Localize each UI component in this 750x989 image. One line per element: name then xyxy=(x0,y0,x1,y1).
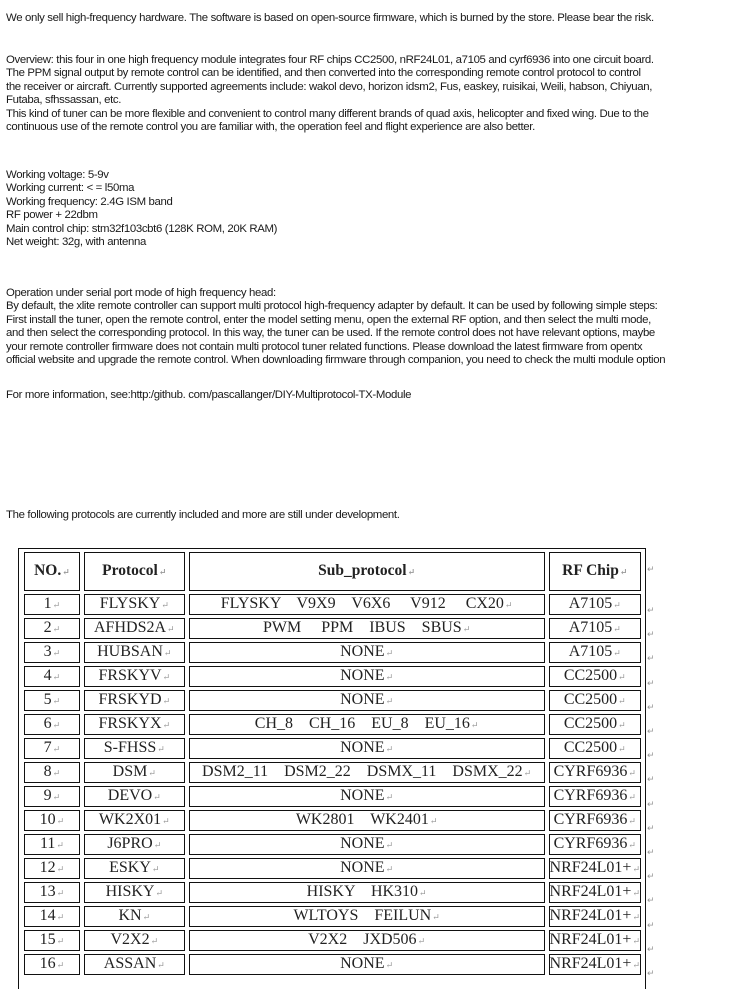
cell-protocol xyxy=(84,594,185,615)
cell-sub-protocol-text: DSM2_11 DSM2_22 DSMX_11 DSMX_22 xyxy=(202,763,523,780)
paragraph-mark-icon: ↵ xyxy=(155,888,163,898)
table-row xyxy=(24,810,641,831)
paragraph-mark-icon: ↵ xyxy=(385,960,394,970)
paragraph-mark-icon: ↵ xyxy=(161,600,169,610)
paragraph-mark-icon: ↵ xyxy=(647,678,655,689)
paragraph-mark-icon: ↵ xyxy=(462,624,471,634)
cell-protocol-text: FRSKYV xyxy=(98,667,162,684)
cell-rf-chip-text: CC2500 xyxy=(563,691,618,708)
cell-sub-protocol-text: FLYSKY V9X9 V6X6 V912 CX20 xyxy=(220,595,504,612)
paragraph-mark-icon: ↵ xyxy=(647,751,655,762)
cell-protocol-text: WK2X01 xyxy=(98,811,162,828)
cell-protocol-text: DSM xyxy=(112,763,148,780)
paragraph-mark-icon: ↵ xyxy=(432,912,440,922)
cell-sub-protocol xyxy=(189,594,545,615)
cell-rf-chip xyxy=(549,666,641,687)
table-row xyxy=(24,930,641,951)
paragraph-mark-icon: ↵ xyxy=(618,720,626,730)
cell-sub-protocol-text: V2X2 JXD506 xyxy=(308,931,417,948)
paragraph-mark-icon: ↵ xyxy=(52,720,61,730)
cell-rf-chip xyxy=(549,834,641,855)
cell-no-text: 5 xyxy=(43,691,52,708)
cell-rf-chip-text: NRF24L01+ xyxy=(549,931,632,948)
overview-line: This kind of tuner can be more flexible and convenient to control many different brands of quad axis, helicopter and fixed wing. Due to the xyxy=(6,107,649,120)
table-row xyxy=(24,642,641,663)
paragraph-mark-icon: ↵ xyxy=(158,567,167,577)
paragraph-mark-icon: ↵ xyxy=(162,816,170,826)
cell-no-text: 13 xyxy=(39,883,56,900)
cell-rf-chip xyxy=(549,762,641,783)
cell-protocol xyxy=(84,906,185,927)
paragraph-mark-icon: ↵ xyxy=(647,630,655,641)
paragraph-mark-icon: ↵ xyxy=(632,864,640,874)
more-info-link[interactable]: For more information, see:http:/github. com/pascallanger/DIY-Multiprotocol-TX-Module xyxy=(6,389,412,401)
paragraph-mark-icon: ↵ xyxy=(647,896,655,907)
cell-no-text: 16 xyxy=(39,955,56,972)
paragraph-mark-icon: ↵ xyxy=(504,600,513,610)
cell-sub-protocol xyxy=(189,666,545,687)
table-row xyxy=(24,690,641,711)
table-row xyxy=(24,858,641,879)
cell-sub-protocol-text: WLTOYS FEILUN xyxy=(293,907,432,924)
paragraph-mark-icon: ↵ xyxy=(385,744,394,754)
paragraph-mark-icon: ↵ xyxy=(628,792,636,802)
cell-protocol-text: AFHDS2A xyxy=(94,619,167,636)
cell-protocol xyxy=(84,882,185,903)
cell-protocol xyxy=(84,618,185,639)
paragraph-mark-icon: ↵ xyxy=(628,816,636,826)
cell-sub-protocol xyxy=(189,642,545,663)
cell-protocol-text: FRSKYD xyxy=(98,691,162,708)
cell-no xyxy=(24,858,80,879)
paragraph-mark-icon: ↵ xyxy=(385,672,394,682)
cell-no-text: 2 xyxy=(43,619,52,636)
paragraph-mark-icon: ↵ xyxy=(647,606,655,616)
paragraph-mark-icon: ↵ xyxy=(142,912,151,922)
cell-sub-protocol xyxy=(189,834,545,855)
paragraph-mark-icon: ↵ xyxy=(632,888,640,898)
paragraph-mark-icon: ↵ xyxy=(385,864,394,874)
paragraph-mark-icon: ↵ xyxy=(613,600,621,610)
cell-rf-chip-text: CYRF6936 xyxy=(553,835,628,852)
cell-no-text: 7 xyxy=(43,739,52,756)
header-protocol-label: Protocol xyxy=(102,562,158,579)
cell-sub-protocol-text: PWM PPM IBUS SBUS xyxy=(262,619,462,636)
paragraph-mark-icon: ↵ xyxy=(52,624,61,634)
cell-sub-protocol-text: NONE xyxy=(340,667,385,684)
paragraph-mark-icon: ↵ xyxy=(632,936,640,946)
paragraph-mark-icon: ↵ xyxy=(167,624,175,634)
spec-frequency: Working frequency: 2.4G ISM band xyxy=(6,195,173,208)
spec-control-chip: Main control chip: stm32f103cbt6 (128K ROM, 20K RAM) xyxy=(6,222,278,235)
protocol-table-frame xyxy=(18,548,646,989)
paragraph-mark-icon: ↵ xyxy=(151,864,160,874)
cell-sub-protocol-text: NONE xyxy=(340,787,385,804)
cell-protocol xyxy=(84,930,185,951)
paragraph-mark-icon: ↵ xyxy=(52,600,61,610)
cell-no-text: 12 xyxy=(39,859,56,876)
cell-sub-protocol xyxy=(189,930,545,951)
cell-no xyxy=(24,834,80,855)
cell-sub-protocol xyxy=(189,786,545,807)
cell-no xyxy=(24,906,80,927)
cell-rf-chip xyxy=(549,954,641,975)
paragraph-mark-icon: ↵ xyxy=(56,936,65,946)
paragraph-mark-icon: ↵ xyxy=(385,648,394,658)
cell-rf-chip-text: NRF24L01+ xyxy=(549,883,632,900)
header-protocol xyxy=(84,552,185,591)
cell-protocol xyxy=(84,690,185,711)
cell-sub-protocol-text: NONE xyxy=(340,643,385,660)
table-row xyxy=(24,762,641,783)
paragraph-mark-icon: ↵ xyxy=(470,720,479,730)
paragraph-mark-icon: ↵ xyxy=(632,960,640,970)
paragraph-mark-icon: ↵ xyxy=(613,648,621,658)
cell-protocol xyxy=(84,714,185,735)
operation-line: By default, the xlite remote controller can support multi protocol high-frequency adapter by default. It can be used by following simple steps: xyxy=(6,300,658,313)
overview-line: the receiver or aircraft. Currently supported agreements include: wakol devo, horizon idsm2, Fus, easkey, ruisikai, Weili, habson, Chiyuan, xyxy=(6,80,653,93)
table-row xyxy=(24,786,641,807)
cell-rf-chip xyxy=(549,858,641,879)
paragraph-mark-icon: ↵ xyxy=(62,567,70,577)
cell-protocol xyxy=(84,738,185,759)
cell-rf-chip-text: CC2500 xyxy=(563,667,618,684)
cell-rf-chip xyxy=(549,594,641,615)
cell-no xyxy=(24,930,80,951)
cell-rf-chip-text: CC2500 xyxy=(563,739,618,756)
cell-protocol-text: FRSKYX xyxy=(98,715,162,732)
cell-sub-protocol xyxy=(189,762,545,783)
paragraph-mark-icon: ↵ xyxy=(56,840,64,850)
operation-line: official website and upgrade the remote control. When downloading firmware through companion, you need to check the multi module option xyxy=(6,354,666,367)
paragraph-mark-icon: ↵ xyxy=(162,720,171,730)
paragraph-mark-icon: ↵ xyxy=(647,799,655,810)
paragraph-mark-icon: ↵ xyxy=(153,792,161,802)
paragraph-mark-icon: ↵ xyxy=(647,823,655,834)
paragraph-mark-icon: ↵ xyxy=(619,567,628,577)
cell-protocol xyxy=(84,642,185,663)
spec-voltage: Working voltage: 5-9v xyxy=(6,169,109,181)
cell-rf-chip-text: CYRF6936 xyxy=(553,787,628,804)
cell-rf-chip xyxy=(549,930,641,951)
paragraph-mark-icon: ↵ xyxy=(56,960,65,970)
paragraph-mark-icon: ↵ xyxy=(618,672,626,682)
header-rf-chip xyxy=(549,552,641,591)
cell-no xyxy=(24,786,80,807)
cell-protocol-text: J6PRO xyxy=(107,835,153,852)
paragraph-mark-icon: ↵ xyxy=(647,727,655,737)
cell-sub-protocol-text: CH_8 CH_16 EU_8 EU_16 xyxy=(254,715,470,732)
cell-protocol-text: KN xyxy=(118,907,142,924)
cell-protocol xyxy=(84,810,185,831)
table-row xyxy=(24,882,641,903)
cell-rf-chip-text: CC2500 xyxy=(563,715,618,732)
cell-sub-protocol xyxy=(189,618,545,639)
cell-protocol xyxy=(84,858,185,879)
cell-no xyxy=(24,594,80,615)
cell-sub-protocol xyxy=(189,738,545,759)
paragraph-mark-icon: ↵ xyxy=(148,768,156,778)
header-sub-protocol xyxy=(189,552,545,591)
cell-sub-protocol-text: WK2801 WK2401 xyxy=(295,811,429,828)
specs-section xyxy=(6,169,277,249)
paragraph-mark-icon: ↵ xyxy=(628,768,636,778)
overview-line: Overview: this four in one high frequency module integrates four RF chips CC2500, nRF24L01, a7105 and cyrf6936 into one circuit board. xyxy=(6,54,654,66)
header-no xyxy=(24,552,80,591)
cell-protocol-text: HUBSAN xyxy=(97,643,163,660)
cell-no-text: 4 xyxy=(43,667,52,684)
paragraph-mark-icon: ↵ xyxy=(52,792,61,802)
overview-line: The PPM signal output by remote control can be identified, and then converted into the corresponding remote control protocol to control xyxy=(6,67,641,80)
cell-sub-protocol xyxy=(189,954,545,975)
paragraph-mark-icon: ↵ xyxy=(385,696,394,706)
paragraph-mark-icon: ↵ xyxy=(163,648,172,658)
operation-line: your remote controller firmware does not contain multi protocol tuner related functions. Please download the latest firmware from opentx xyxy=(6,340,643,353)
paragraph-mark-icon: ↵ xyxy=(647,654,655,665)
cell-no xyxy=(24,762,80,783)
cell-no xyxy=(24,618,80,639)
table-row xyxy=(24,738,641,759)
cell-sub-protocol-text: NONE xyxy=(340,859,385,876)
cell-rf-chip xyxy=(549,786,641,807)
cell-no xyxy=(24,738,80,759)
cell-sub-protocol xyxy=(189,690,545,711)
cell-protocol xyxy=(84,834,185,855)
paragraph-mark-icon: ↵ xyxy=(52,768,61,778)
cell-no xyxy=(24,954,80,975)
cell-sub-protocol-text: NONE xyxy=(340,739,385,756)
paragraph-mark-icon: ↵ xyxy=(52,744,61,754)
table-row xyxy=(24,834,641,855)
paragraph-mark-icon: ↵ xyxy=(647,565,655,575)
overview-section xyxy=(6,54,654,134)
paragraph-mark-icon: ↵ xyxy=(647,848,655,858)
cell-rf-chip xyxy=(549,714,641,735)
spec-rf-power: RF power + 22dbm xyxy=(6,209,98,222)
cell-no xyxy=(24,714,80,735)
table-row xyxy=(24,906,641,927)
cell-no xyxy=(24,882,80,903)
table-row xyxy=(24,666,641,687)
table-row xyxy=(24,618,641,639)
paragraph-mark-icon: ↵ xyxy=(153,840,162,850)
cell-rf-chip-text: NRF24L01+ xyxy=(549,955,632,972)
header-sub-protocol-label: Sub_protocol xyxy=(318,562,407,579)
cell-rf-chip-text: A7105 xyxy=(568,643,613,660)
operation-section xyxy=(6,287,665,367)
cell-sub-protocol-text: NONE xyxy=(340,835,385,852)
cell-no-text: 11 xyxy=(39,835,56,852)
table-header-row xyxy=(24,552,641,591)
cell-sub-protocol-text: NONE xyxy=(340,955,385,972)
cell-sub-protocol xyxy=(189,714,545,735)
paragraph-mark-icon: ↵ xyxy=(385,840,394,850)
paragraph-mark-icon: ↵ xyxy=(613,624,621,634)
cell-rf-chip-text: A7105 xyxy=(568,595,613,612)
cell-protocol-text: ASSAN xyxy=(103,955,157,972)
paragraph-mark-icon: ↵ xyxy=(647,944,655,955)
paragraph-mark-icon: ↵ xyxy=(628,840,636,850)
paragraph-mark-icon: ↵ xyxy=(52,672,61,682)
cell-no-text: 9 xyxy=(43,787,52,804)
paragraph-mark-icon: ↵ xyxy=(417,936,426,946)
overview-line: Futaba, sfhssassan, etc. xyxy=(6,94,122,107)
paragraph-mark-icon: ↵ xyxy=(385,792,394,802)
disclaimer-text: We only sell high-frequency hardware. The software is based on open-source firmware, which is burned by the store. Please bear the risk. xyxy=(6,12,654,24)
paragraph-mark-icon: ↵ xyxy=(647,702,655,713)
cell-protocol-text: DEVO xyxy=(107,787,153,804)
cell-sub-protocol xyxy=(189,906,545,927)
overview-line: continuous use of the remote control you are familiar with, the operation feel and flight experience are also better. xyxy=(6,121,535,134)
cell-no-text: 6 xyxy=(43,715,52,732)
paragraph-mark-icon: ↵ xyxy=(56,864,65,874)
table-body xyxy=(24,594,641,975)
cell-rf-chip-text: CYRF6936 xyxy=(553,763,628,780)
paragraph-mark-icon: ↵ xyxy=(162,672,171,682)
paragraph-mark-icon: ↵ xyxy=(52,696,61,706)
cell-no xyxy=(24,666,80,687)
header-rf-chip-label: RF Chip xyxy=(562,562,619,579)
paragraph-mark-icon: ↵ xyxy=(162,696,171,706)
cell-rf-chip xyxy=(549,810,641,831)
paragraph-mark-icon: ↵ xyxy=(618,696,626,706)
paragraph-mark-icon: ↵ xyxy=(56,888,65,898)
paragraph-mark-icon: ↵ xyxy=(52,648,61,658)
spec-weight: Net weight: 32g, with antenna xyxy=(6,236,146,249)
cell-protocol-text: S-FHSS xyxy=(103,739,157,756)
cell-rf-chip xyxy=(549,642,641,663)
paragraph-mark-icon: ↵ xyxy=(632,912,640,922)
cell-rf-chip xyxy=(549,906,641,927)
paragraph-mark-icon: ↵ xyxy=(150,936,159,946)
spec-current: Working current: < = l50ma xyxy=(6,182,135,195)
paragraph-mark-icon: ↵ xyxy=(647,775,655,786)
cell-no xyxy=(24,810,80,831)
paragraph-mark-icon: ↵ xyxy=(56,816,65,826)
cell-rf-chip-text: NRF24L01+ xyxy=(549,907,632,924)
protocols-intro: The following protocols are currently included and more are still under development. xyxy=(6,509,400,521)
cell-protocol-text: ESKY xyxy=(109,859,151,876)
header-no-label: NO. xyxy=(34,562,62,579)
cell-sub-protocol xyxy=(189,882,545,903)
cell-protocol xyxy=(84,786,185,807)
cell-no-text: 8 xyxy=(43,763,52,780)
cell-no-text: 3 xyxy=(43,643,52,660)
cell-rf-chip xyxy=(549,738,641,759)
cell-no xyxy=(24,642,80,663)
cell-no-text: 14 xyxy=(39,907,56,924)
cell-rf-chip xyxy=(549,882,641,903)
cell-protocol-text: HISKY xyxy=(105,883,155,900)
paragraph-mark-icon: ↵ xyxy=(56,912,65,922)
paragraph-mark-icon: ↵ xyxy=(429,816,438,826)
protocol-table xyxy=(20,549,645,978)
paragraph-mark-icon: ↵ xyxy=(157,960,165,970)
paragraph-mark-icon: ↵ xyxy=(157,744,165,754)
cell-rf-chip xyxy=(549,618,641,639)
cell-sub-protocol-text: NONE xyxy=(340,691,385,708)
operation-heading: Operation under serial port mode of high frequency head: xyxy=(6,287,276,299)
cell-no-text: 1 xyxy=(43,595,52,612)
cell-rf-chip xyxy=(549,690,641,711)
cell-no-text: 15 xyxy=(39,931,56,948)
table-row xyxy=(24,954,641,975)
cell-protocol-text: V2X2 xyxy=(110,931,150,948)
cell-sub-protocol xyxy=(189,810,545,831)
paragraph-mark-icon: ↵ xyxy=(647,872,655,883)
table-row xyxy=(24,594,641,615)
paragraph-mark-icon: ↵ xyxy=(523,768,532,778)
paragraph-mark-icon: ↵ xyxy=(407,567,416,577)
cell-sub-protocol xyxy=(189,858,545,879)
paragraph-mark-icon: ↵ xyxy=(419,888,427,898)
cell-rf-chip-text: NRF24L01+ xyxy=(549,859,632,876)
table-row xyxy=(24,714,641,735)
cell-protocol-text: FLYSKY xyxy=(99,595,161,612)
cell-sub-protocol-text: HISKY HK310 xyxy=(306,883,419,900)
cell-no-text: 10 xyxy=(39,811,56,828)
cell-rf-chip-text: CYRF6936 xyxy=(553,811,628,828)
paragraph-mark-icon: ↵ xyxy=(618,744,626,754)
operation-line: and then select the corresponding protocol. In this way, the tuner can be used. If the remote control does not have relevant options, maybe xyxy=(6,327,655,340)
cell-protocol xyxy=(84,666,185,687)
operation-line: First install the tuner, open the remote control, enter the model setting menu, open the external RF option, and then select the multi mode, xyxy=(6,313,651,326)
paragraph-mark-icon: ↵ xyxy=(647,920,655,931)
cell-protocol xyxy=(84,762,185,783)
cell-no xyxy=(24,690,80,711)
paragraph-mark-icon: ↵ xyxy=(647,969,655,979)
cell-protocol xyxy=(84,954,185,975)
cell-rf-chip-text: A7105 xyxy=(568,619,613,636)
